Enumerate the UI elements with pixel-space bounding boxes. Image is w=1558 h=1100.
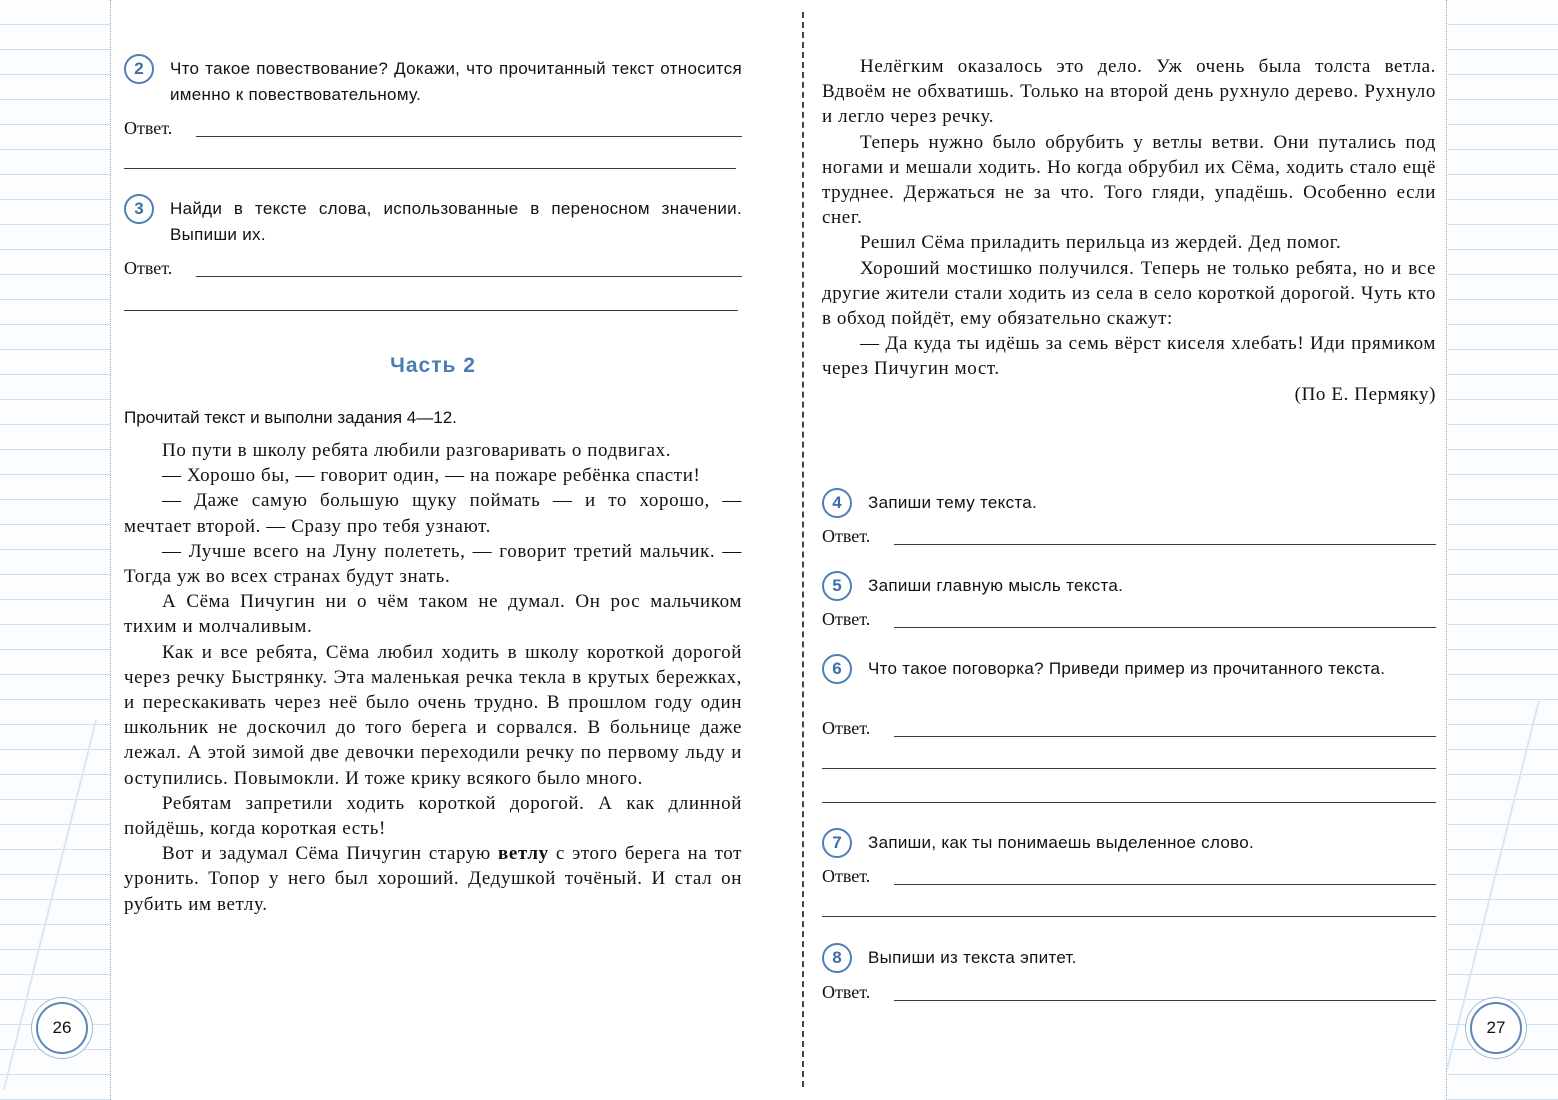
answer-field-6[interactable] <box>822 718 1436 744</box>
answer-label: Ответ. <box>822 866 871 886</box>
right-margin-rule <box>1446 0 1447 1100</box>
answer-field-3[interactable] <box>124 258 742 284</box>
answer-line[interactable] <box>124 168 736 169</box>
page-number-right: 27 <box>1470 1002 1522 1054</box>
story-paragraph: А Сёма Пичугин ни о чём таком не думал. Он рос мальчиком тихим и молчаливым. <box>124 591 742 638</box>
left-margin-rule <box>110 0 111 1100</box>
story-paragraph: Теперь нужно было обрубить у ветлы ветви. Они путались под ногами и мешали ходить. Но когда обрубил их Сёма, ходить стало ещё труднее. Держаться не за что. Того гляди, упадёшь. Особенно если снег. <box>822 131 1436 229</box>
question-text: Запиши главную мысль текста. <box>868 576 1124 595</box>
question-number-badge: 5 <box>822 571 852 601</box>
answer-line[interactable] <box>894 1000 1436 1001</box>
story-paragraph: Нелёгким оказалось это дело. Уж очень была толста ветла. Вдвоём не обхватишь. Только на второй день рухнуло дерево. Рухнуло и легло через речку. <box>822 56 1436 128</box>
story-text: с этого берега на тот уронить. Топор у него был хороший. Дедушкой точёный. И стал он рубить им ветлу. <box>124 843 742 915</box>
story-paragraph: — Даже самую большую щуку поймать — и то хорошо, — мечтает второй. — Сразу про тебя узнают. <box>124 490 742 537</box>
answer-field-5[interactable] <box>822 609 1436 635</box>
reading-instruction: Прочитай текст и выполни задания 4—12. <box>124 408 457 427</box>
answer-line[interactable] <box>124 310 738 311</box>
answer-line[interactable] <box>822 916 1436 917</box>
answer-field-8[interactable] <box>822 982 1436 1008</box>
story-text: Вот и задумал Сёма Пичугин старую <box>162 843 491 865</box>
story-paragraph: Хороший мостишко получился. Теперь не только ребята, но и все другие жители стали ходить из села в село короткой дорогой. Чуть кто в обход пойдёт, ему обязательно скажут: <box>822 257 1436 330</box>
page-fold-line <box>802 12 804 1087</box>
story-paragraph: — Да куда ты идёшь за семь вёрст киселя хлебать! Иди прямиком через Пичугин мост. <box>822 333 1436 380</box>
question-text: Выпиши из текста эпитет. <box>868 948 1077 967</box>
question-number-badge: 8 <box>822 943 852 973</box>
answer-label: Ответ. <box>822 982 871 1002</box>
answer-label: Ответ. <box>124 118 173 138</box>
story-paragraph: — Лучше всего на Луну полететь, — говорит третий мальчик. — Тогда уж во всех странах будут знать. <box>124 540 742 588</box>
answer-label: Ответ. <box>822 718 871 738</box>
story-paragraph-last <box>124 841 742 917</box>
answer-line[interactable] <box>822 802 1436 803</box>
story-paragraph: Решил Сёма приладить перильца из жердей. Дед помог. <box>860 232 1342 254</box>
story-text-left <box>124 438 742 917</box>
question-text: Запиши тему текста. <box>868 493 1038 512</box>
story-paragraph: По пути в школу ребята любили разговаривать о подвигах. <box>162 440 672 461</box>
answer-line[interactable] <box>894 884 1436 885</box>
answer-field-4[interactable] <box>822 526 1436 552</box>
answer-field-2[interactable] <box>124 118 742 144</box>
right-lined-margin <box>1448 0 1558 1100</box>
question-number-badge: 3 <box>124 194 154 224</box>
question-number-badge: 4 <box>822 488 852 518</box>
story-paragraph: Ребятам запретили ходить короткой дорогой. А как длинной пойдёшь, когда короткая есть! <box>124 792 742 840</box>
answer-label: Ответ. <box>124 258 173 278</box>
question-text: Запиши, как ты понимаешь выделенное слово. <box>868 833 1255 852</box>
answer-line[interactable] <box>196 276 742 277</box>
story-source: (По Е. Пермяку) <box>1294 383 1436 405</box>
answer-line[interactable] <box>894 736 1436 737</box>
highlighted-word: ветлу <box>497 843 549 865</box>
answer-line[interactable] <box>822 768 1436 769</box>
page-number-left: 26 <box>36 1002 88 1054</box>
question-text: Найди в тексте слова, использованные в переносном значении. Выпиши их. <box>170 199 742 244</box>
answer-line[interactable] <box>196 136 742 137</box>
part-title: Часть 2 <box>390 354 476 377</box>
story-text-right <box>822 54 1436 407</box>
story-paragraph: Как и все ребята, Сёма любил ходить в школу короткой дорогой через речку Быстрянку. Эта маленькая речка текла в крутых бережках, и перескакивать через неё было очень трудно. В прошлом году один школьник не доскочил до того берега и сорвался. В больнице даже лежал. А этой зимой две девочки переходили речку по первому льду и оступились. Повымокли. И тоже крику всякого было много. <box>124 641 742 789</box>
answer-line[interactable] <box>894 544 1436 545</box>
answer-label: Ответ. <box>822 609 871 629</box>
answer-line[interactable] <box>894 627 1436 628</box>
question-text: Что такое повествование? Докажи, что прочитанный текст относится именно к повествовательному. <box>170 59 742 104</box>
question-number-badge: 6 <box>822 654 852 684</box>
question-text: Что такое поговорка? Приведи пример из прочитанного текста. <box>868 659 1386 678</box>
answer-field-7[interactable] <box>822 866 1436 892</box>
question-number-badge: 2 <box>124 54 154 84</box>
left-lined-margin <box>0 0 110 1100</box>
story-paragraph: — Хорошо бы, — говорит один, — на пожаре ребёнка спасти! <box>162 465 701 487</box>
answer-label: Ответ. <box>822 526 871 546</box>
question-number-badge: 7 <box>822 828 852 858</box>
